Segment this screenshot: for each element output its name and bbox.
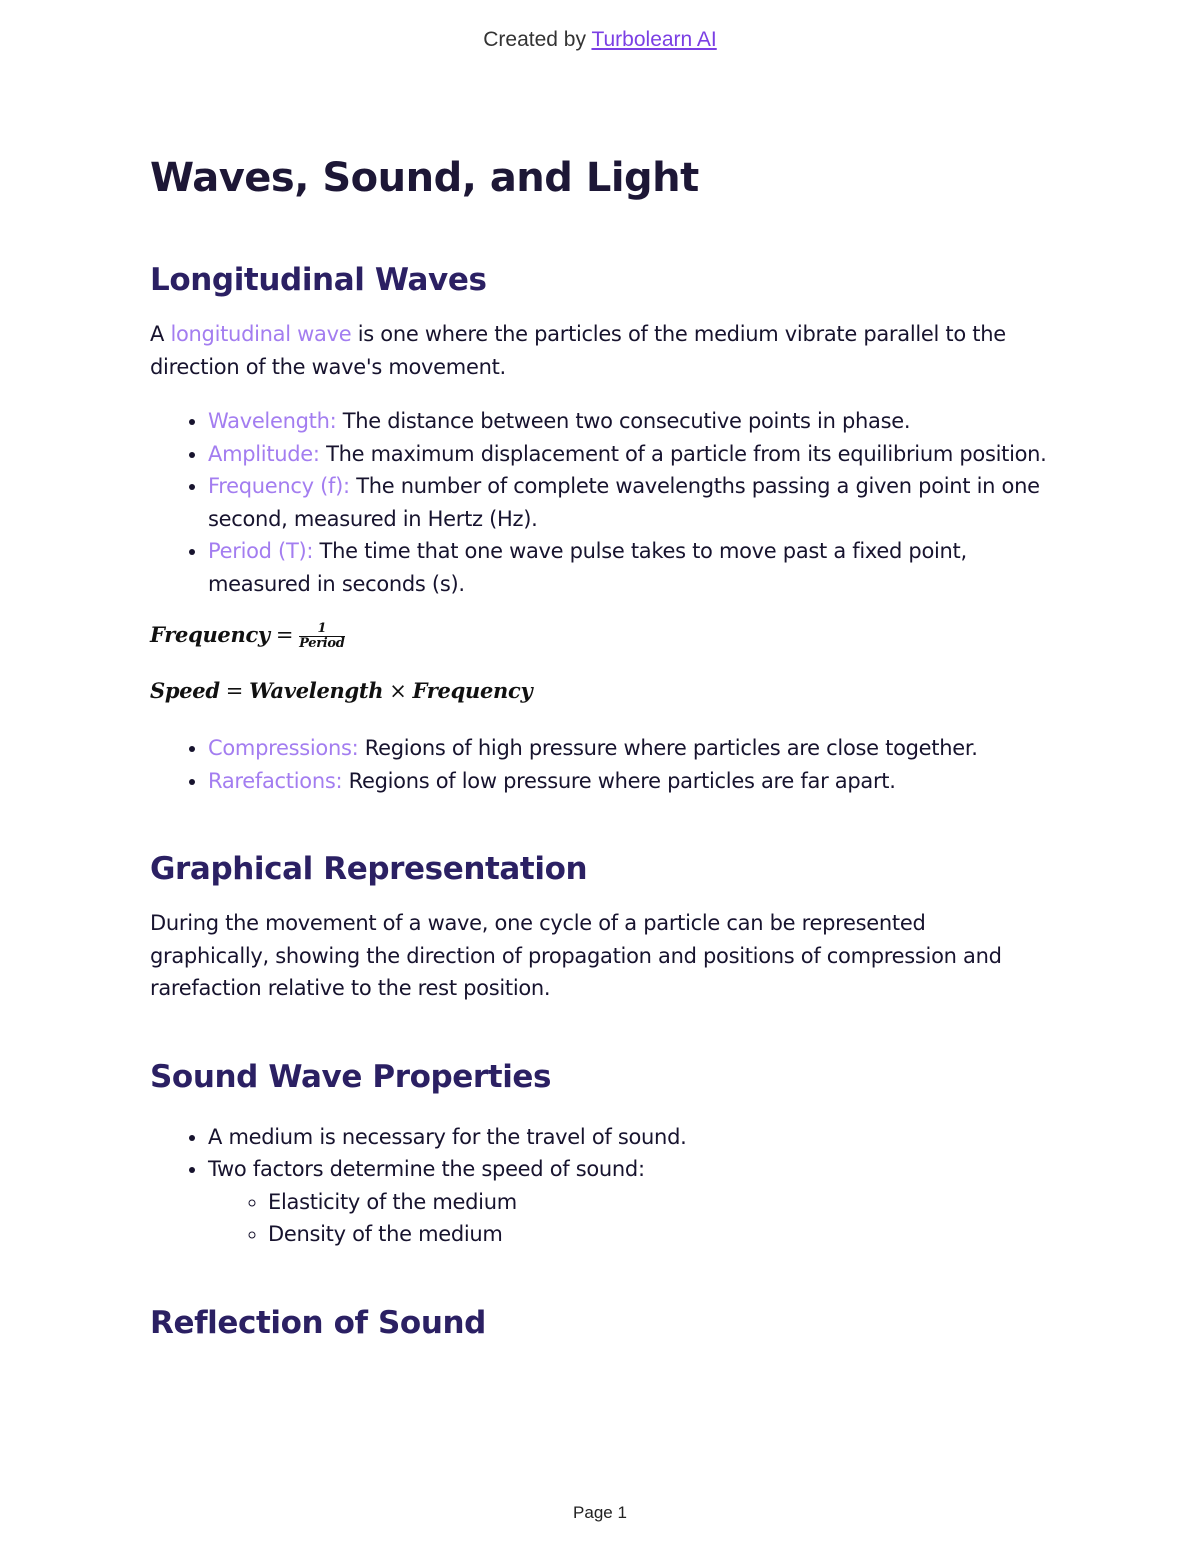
- document-body: [150, 150, 1050, 1345]
- intro-term: longitudinal wave: [170, 322, 352, 346]
- def-text: The time that one wave pulse takes to move past a fixed point, measured in seconds (s).: [208, 539, 967, 596]
- sublist-item: ◦ Density of the medium: [268, 1218, 1050, 1251]
- formula1-denominator: Period: [299, 636, 345, 651]
- formula2-equals: =: [225, 679, 244, 703]
- formula1-fraction: [299, 622, 344, 651]
- list-item-text: Two factors determine the speed of sound:: [208, 1157, 645, 1181]
- turbolearn-link[interactable]: Turbolearn AI: [591, 28, 717, 51]
- formula1-equals: =: [275, 623, 294, 647]
- sublist-item: ◦ Elasticity of the medium: [268, 1186, 1050, 1219]
- intro-rest: is one where the particles of the medium vibrate parallel to the direction of the wave's movement.: [150, 322, 1006, 379]
- section-heading-reflection: Reflection of Sound: [150, 1304, 486, 1341]
- formula2-b: Frequency: [412, 678, 533, 703]
- list-item: [208, 470, 1050, 535]
- def-term: Amplitude:: [208, 441, 320, 466]
- page-number: Page 1: [573, 1503, 627, 1522]
- def-term: Wavelength:: [208, 409, 337, 433]
- list-item: [208, 438, 1050, 471]
- def-text: The distance between two consecutive points in phase.: [342, 409, 911, 433]
- formula2-times: ×: [389, 679, 407, 703]
- page-title: Waves, Sound, and Light: [150, 155, 699, 201]
- list-item: • A medium is necessary for the travel of sound.: [208, 1121, 1050, 1154]
- sound-properties-list: [150, 1121, 1050, 1251]
- section-heading-longitudinal: Longitudinal Waves: [150, 262, 487, 298]
- list-item: [208, 1153, 1050, 1251]
- speed-factors-sublist: [208, 1186, 1050, 1251]
- list-item: [208, 732, 1050, 765]
- def-text: The maximum displacement of a particle from its equilibrium position.: [326, 441, 1047, 466]
- formula2-a: Wavelength: [249, 678, 384, 703]
- longitudinal-intro: [150, 318, 1050, 383]
- formula-frequency: [150, 622, 1050, 662]
- formula2-lhs: Speed: [150, 678, 220, 703]
- list-item: [208, 405, 1050, 438]
- def-term: Period (T):: [208, 539, 314, 563]
- formula1-lhs: Frequency: [150, 622, 270, 647]
- pressure-regions-list: [150, 732, 1050, 797]
- def-term: Rarefactions:: [208, 768, 343, 793]
- section-heading-graphical: Graphical Representation: [150, 851, 588, 887]
- list-item: [208, 535, 1050, 600]
- section-heading-sound: Sound Wave Properties: [150, 1058, 552, 1095]
- graphical-text: During the movement of a wave, one cycle of a particle can be represented graphically, showing the direction of propagation and positions of compression and rarefaction relative to the rest position.: [150, 911, 1002, 1000]
- def-term: Frequency (f):: [208, 474, 350, 498]
- formula-speed: [150, 678, 1050, 710]
- header-prefix: Created by: [483, 28, 586, 51]
- def-text: The number of complete wavelengths passing a given point in one second, measured in Hertz (Hz).: [208, 474, 1040, 531]
- def-term: Compressions:: [208, 736, 359, 760]
- def-text: Regions of low pressure where particles are far apart.: [348, 768, 896, 793]
- wave-definitions-list: [150, 405, 1050, 600]
- formula1-numerator: 1: [299, 622, 344, 637]
- def-text: Regions of high pressure where particles are close together.: [364, 736, 978, 760]
- list-item: [208, 765, 1050, 798]
- intro-a: A: [150, 322, 165, 346]
- page-header: [0, 28, 1200, 52]
